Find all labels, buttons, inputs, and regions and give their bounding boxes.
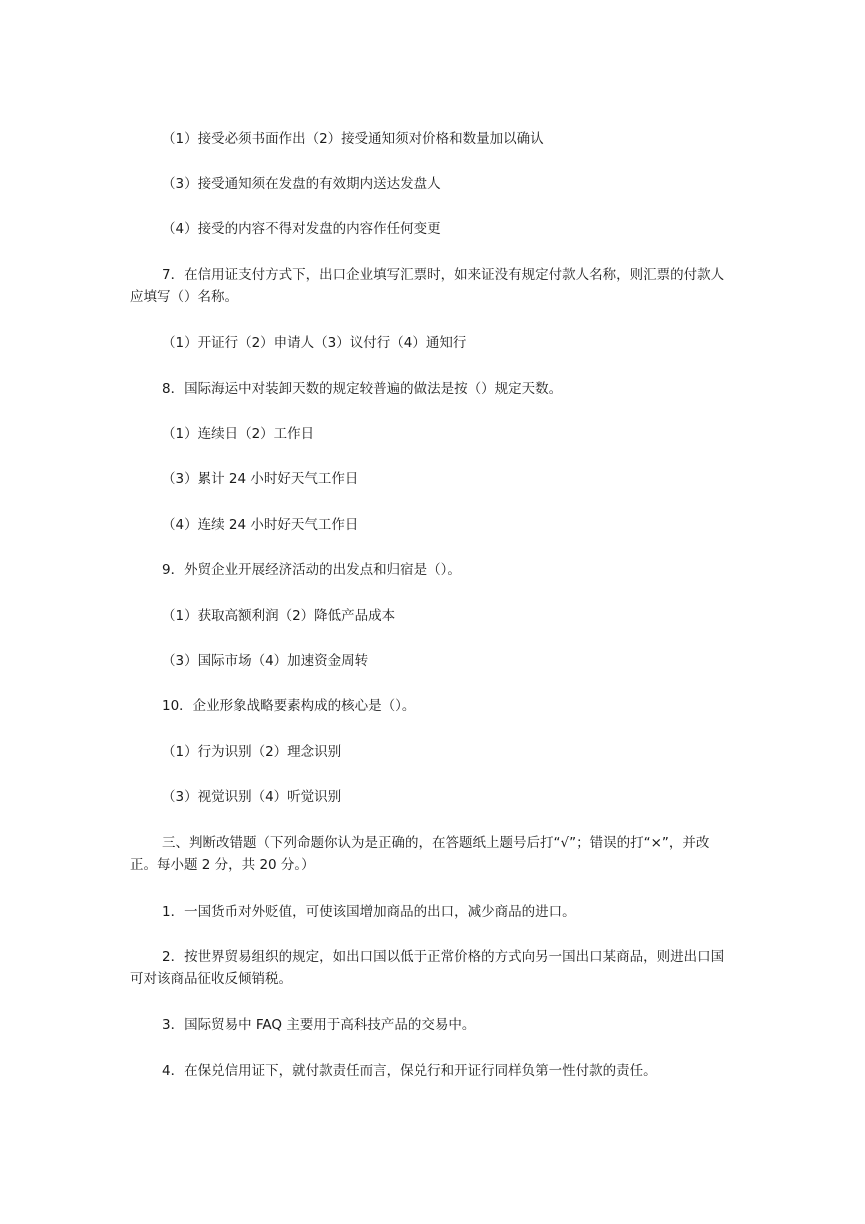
question-8: 8．国际海运中对装卸天数的规定较普遍的做法是按（）规定天数。 <box>162 381 563 397</box>
option-line: （4）连续 24 小时好天气工作日 <box>162 517 359 533</box>
judgment-3: 3．国际贸易中 FAQ 主要用于高科技产品的交易中。 <box>162 1017 476 1033</box>
option-line: （3）累计 24 小时好天气工作日 <box>162 471 359 487</box>
question-10: 10．企业形象战略要素构成的核心是（）。 <box>162 698 416 714</box>
question-7: 7．在信用证支付方式下，出口企业填写汇票时，如来证没有规定付款人名称，则汇票的付款人应填写（）名称。 <box>130 267 725 305</box>
option-line: （4）接受的内容不得对发盘的内容作任何变更 <box>162 221 441 237</box>
option-line: （1）连续日（2）工作日 <box>162 426 315 442</box>
option-line: （1）获取高额利润（2）降低产品成本 <box>162 608 396 624</box>
section-heading: 三、判断改错题（下列命题你认为是正确的，在答题纸上题号后打“√”；错误的打“×”，并改正。每小题 2 分，共 20 分。） <box>130 835 710 873</box>
judgment-1: 1．一国货币对外贬值，可使该国增加商品的出口，减少商品的进口。 <box>162 904 576 920</box>
judgment-2: 2．按世界贸易组织的规定，如出口国以低于正常价格的方式向另一国出口某商品，则进出口国可对该商品征收反倾销税。 <box>130 949 725 987</box>
option-line: （1）接受必须书面作出（2）接受通知须对价格和数量加以确认 <box>162 131 544 147</box>
option-line: （3）接受通知须在发盘的有效期内送达发盘人 <box>162 176 441 192</box>
question-9: 9．外贸企业开展经济活动的出发点和归宿是（）。 <box>162 562 461 578</box>
option-line: （1）开证行（2）申请人（3）议付行（4）通知行 <box>162 335 467 351</box>
judgment-4: 4．在保兑信用证下，就付款责任而言，保兑行和开证行同样负第一性付款的责任。 <box>162 1063 657 1079</box>
option-line: （3）视觉识别（4）听觉识别 <box>162 789 342 805</box>
option-line: （1）行为识别（2）理念识别 <box>162 744 342 760</box>
option-line: （3）国际市场（4）加速资金周转 <box>162 653 369 669</box>
